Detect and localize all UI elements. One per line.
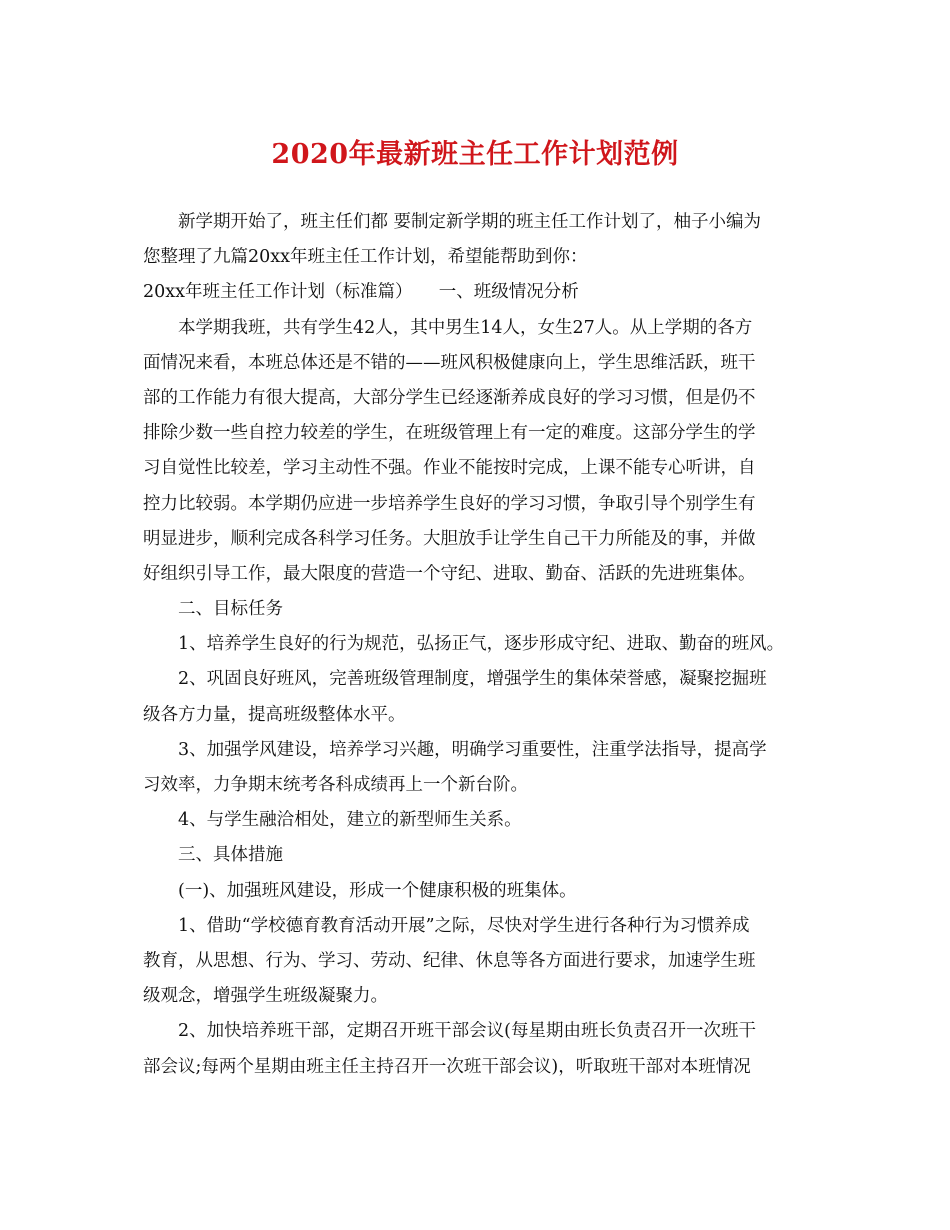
text-line: 面情况来看，本班总体还是不错的——班风积极健康向上，学生思维活跃，班干 xyxy=(143,352,756,373)
text-line: 本学期我班，共有学生42人，其中男生14人，女生27人。从上学期的各方 xyxy=(178,317,753,338)
text-line: 三、具体措施 xyxy=(178,845,283,866)
text-line: 1、借助“学校德育教育活动开展”之际，尽快对学生进行各种行为习惯养成 xyxy=(178,915,750,936)
text-line: 习自觉性比较差，学习主动性不强。作业不能按时完成，上课不能专心听讲，自 xyxy=(143,458,756,479)
text-line: 3、加强学风建设，培养学习兴趣，明确学习重要性，注重学法指导，提高学 xyxy=(178,739,767,760)
text-line: 您整理了九篇20xx年班主任工作计划，希望能帮助到你： xyxy=(143,247,588,268)
text-line: 2、巩固良好班风，完善班级管理制度，增强学生的集体荣誉感，凝聚挖掘班 xyxy=(178,669,767,690)
text-line: 新学期开始了，班主任们都 要制定新学期的班主任工作计划了，柚子小编为 xyxy=(178,212,762,232)
text-line: 2、加快培养班干部，定期召开班干部会议(每星期由班长负责召开一次班干 xyxy=(178,1021,756,1042)
text-line: 20xx年班主任工作计划（标准篇） 一、班级情况分析 xyxy=(143,282,579,303)
text-line: 部会议;每两个星期由班主任主持召开一次班干部会议)，听取班干部对本班情况 xyxy=(143,1056,751,1077)
text-line: 教育，从思想、行为、学习、劳动、纪律、休息等各方面进行要求，加速学生班 xyxy=(143,950,756,971)
text-line: 级各方力量，提高班级整体水平。 xyxy=(143,704,406,725)
text-line: 好组织引导工作，最大限度的营造一个守纪、进取、勤奋、活跃的先进班集体。 xyxy=(143,563,756,584)
text-line: 部的工作能力有很大提高，大部分学生已经逐渐养成良好的学习习惯，但是仍不 xyxy=(143,387,756,408)
text-line: 1、培养学生良好的行为规范，弘扬正气，逐步形成守纪、进取、勤奋的班风。 xyxy=(178,634,785,655)
document-body xyxy=(143,205,811,1085)
text-line: (一)、加强班风建设，形成一个健康积极的班集体。 xyxy=(178,880,577,901)
text-line: 控力比较弱。本学期仍应进一步培养学生良好的学习习惯，争取引导个别学生有 xyxy=(143,493,756,514)
text-line: 级观念，增强学生班级凝聚力。 xyxy=(143,986,388,1007)
text-line: 二、目标任务 xyxy=(178,599,283,620)
text-line: 排除少数一些自控力较差的学生，在班级管理上有一定的难度。这部分学生的学 xyxy=(143,423,756,444)
document-title: 2020年最新班主任工作计划范例 xyxy=(271,139,679,170)
text-line: 明显进步，顺利完成各科学习任务。大胆放手让学生自己干力所能及的事，并做 xyxy=(143,528,756,549)
text-line: 4、与学生融洽相处，建立的新型师生关系。 xyxy=(178,810,522,831)
text-line: 习效率，力争期末统考各科成绩再上一个新台阶。 xyxy=(143,775,528,795)
